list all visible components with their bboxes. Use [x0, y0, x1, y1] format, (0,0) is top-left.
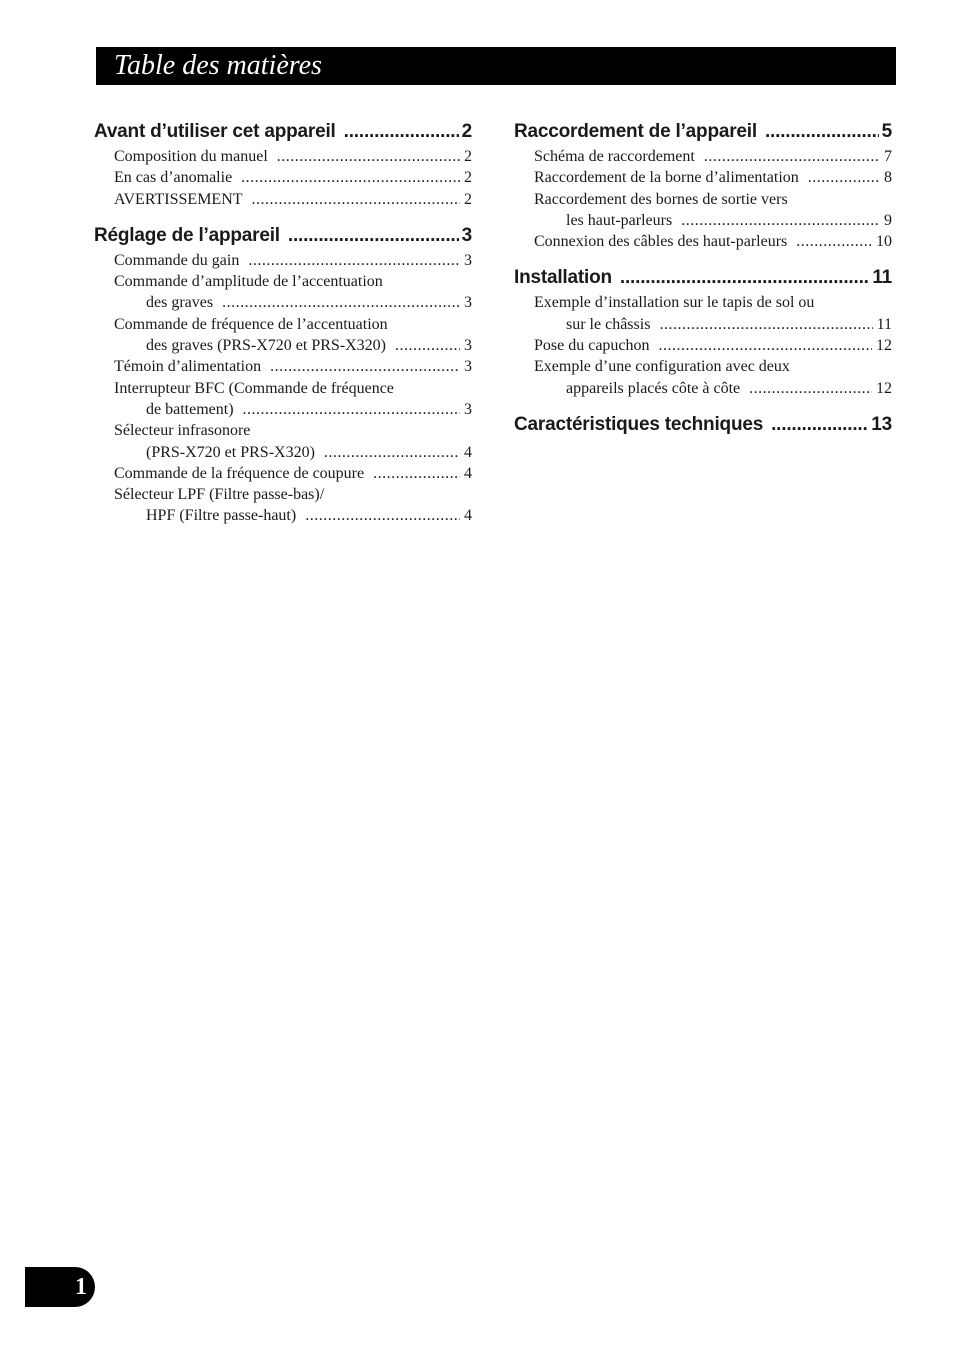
dot-leader — [620, 264, 869, 292]
toc-entry-label: HPF (Filtre passe-haut) — [146, 507, 297, 525]
toc-entry-label: Pose du capuchon — [534, 337, 650, 355]
dot-leader — [248, 250, 460, 271]
toc-entry-line — [114, 314, 472, 335]
dot-leader — [749, 378, 872, 399]
toc-entry-page-number: 9 — [884, 211, 892, 229]
toc-entry-line — [114, 378, 472, 399]
toc-entry-line — [114, 356, 472, 377]
toc-entry-page-number: 3 — [464, 294, 472, 312]
toc-entry-page-number: 4 — [464, 464, 472, 482]
page-number: 1 — [75, 1274, 87, 1300]
section-heading[interactable] — [94, 222, 472, 250]
section-heading-label: Réglage de l’appareil — [94, 224, 280, 246]
toc-entry-line — [566, 210, 892, 231]
dot-leader — [681, 210, 880, 231]
toc-entry-label: (PRS-X720 et PRS-X320) — [146, 443, 315, 461]
section-page-number: 2 — [461, 121, 472, 142]
page-title: Table des matières — [114, 50, 322, 81]
section-page-number: 11 — [872, 267, 892, 289]
toc-entry-label: Interrupteur BFC (Commande de fréquence — [114, 379, 394, 397]
toc-entry-line — [114, 420, 472, 441]
toc-entry-label: Sélecteur LPF (Filtre passe-bas)/ — [114, 486, 325, 504]
toc-entry-label: sur le châssis — [566, 315, 651, 333]
toc-entry[interactable] — [514, 356, 892, 399]
toc-entry[interactable] — [94, 146, 472, 167]
toc-entry-label: des graves — [146, 294, 214, 312]
toc-entry[interactable] — [94, 463, 472, 484]
toc-entry-page-number: 12 — [876, 337, 892, 355]
dot-leader — [270, 356, 460, 377]
dot-leader — [373, 463, 460, 484]
toc-entry-line — [114, 146, 472, 167]
toc-entry[interactable] — [514, 335, 892, 356]
dot-leader — [765, 118, 879, 146]
toc-entry[interactable] — [514, 146, 892, 167]
toc-entry-page-number: 4 — [464, 443, 472, 461]
section-heading[interactable] — [514, 411, 892, 439]
toc-entry-page-number: 3 — [464, 251, 472, 269]
dot-leader — [252, 189, 460, 210]
toc-entry-label: appareils placés côte à côte — [566, 379, 741, 397]
toc-entry-label: les haut-parleurs — [566, 211, 673, 229]
toc-entry-label: Sélecteur infrasonore — [114, 422, 251, 440]
toc-section-installation — [514, 264, 892, 398]
toc-entry-line — [114, 167, 472, 188]
toc-entry-page-number: 4 — [464, 507, 472, 525]
toc-entry-label: Commande du gain — [114, 251, 240, 269]
toc-entry-line — [566, 378, 892, 399]
toc-entry-line — [114, 189, 472, 210]
title-bar — [96, 47, 896, 85]
toc-entry-line — [566, 314, 892, 335]
toc-entry-line — [114, 463, 472, 484]
dot-leader — [704, 146, 880, 167]
toc-entry[interactable] — [94, 484, 472, 527]
section-heading-label: Avant d’utiliser cet appareil — [94, 121, 336, 142]
toc-entry[interactable] — [514, 167, 892, 188]
dot-leader — [796, 231, 872, 252]
toc-entry[interactable] — [94, 420, 472, 463]
toc-entry[interactable] — [94, 314, 472, 357]
section-heading-label: Caractéristiques techniques — [514, 413, 764, 435]
toc-entry-label: En cas d’anomalie — [114, 169, 233, 187]
toc-entry-page-number: 3 — [464, 400, 472, 418]
toc-entry[interactable] — [94, 378, 472, 421]
toc-entry-label: Raccordement de la borne d’alimentation — [534, 169, 799, 187]
toc-entry-label: Composition du manuel — [114, 148, 268, 165]
toc-left-column — [94, 118, 472, 539]
dot-leader — [305, 505, 460, 526]
dot-leader — [277, 146, 460, 167]
toc-entry-line — [534, 335, 892, 356]
toc-entry[interactable] — [514, 231, 892, 252]
toc-entry-line — [146, 399, 472, 420]
dot-leader — [222, 292, 460, 313]
toc-entry-label: Exemple d’une configuration avec deux — [534, 358, 790, 376]
dot-leader — [395, 335, 460, 356]
section-heading-label: Installation — [514, 267, 612, 289]
section-heading[interactable] — [94, 118, 472, 146]
toc-entry-line — [146, 292, 472, 313]
toc-right-column — [514, 118, 892, 451]
dot-leader — [241, 167, 460, 188]
toc-entry-line — [146, 335, 472, 356]
toc-entry-page-number: 3 — [464, 337, 472, 355]
toc-entry-line — [114, 271, 472, 292]
toc-entry-label: des graves (PRS-X720 et PRS-X320) — [146, 337, 386, 355]
section-heading-label: Raccordement de l’appareil — [514, 121, 757, 142]
dot-leader — [808, 167, 880, 188]
toc-entry[interactable] — [514, 189, 892, 232]
page-number-tab — [25, 1267, 95, 1307]
toc-entry-line — [534, 167, 892, 188]
toc-entry-label: Exemple d’installation sur le tapis de sol ou — [534, 294, 815, 312]
toc-entry-label: Schéma de raccordement — [534, 148, 695, 165]
section-page-number: 3 — [461, 224, 472, 246]
dot-leader — [324, 442, 460, 463]
toc-entry-label: Raccordement des bornes de sortie vers — [534, 190, 788, 208]
dot-leader — [344, 118, 459, 146]
toc-section-caracteristiques-techniques — [514, 411, 892, 439]
toc-entry[interactable] — [94, 271, 472, 314]
section-heading[interactable] — [514, 264, 892, 292]
toc-entry-page-number: 8 — [884, 169, 892, 187]
toc-entry-line — [146, 505, 472, 526]
toc-entry-page-number: 2 — [464, 190, 472, 208]
toc-entry[interactable] — [94, 167, 472, 188]
toc-entry[interactable] — [514, 292, 892, 335]
dot-leader — [288, 222, 459, 250]
toc-entry-page-number: 11 — [876, 315, 892, 333]
toc-entry[interactable] — [94, 189, 472, 210]
section-page-number: 5 — [881, 121, 892, 142]
toc-entry-page-number: 7 — [884, 148, 892, 165]
toc-entry-label: Connexion des câbles des haut-parleurs — [534, 233, 788, 251]
toc-entry-line — [534, 146, 892, 167]
toc-entry-label: Commande de la fréquence de coupure — [114, 464, 365, 482]
toc-entry-line — [146, 442, 472, 463]
toc-entry-page-number: 2 — [464, 169, 472, 187]
toc-section-reglage-de-l-appareil — [94, 222, 472, 527]
section-page-number: 13 — [871, 413, 892, 435]
toc-entry-label: AVERTISSEMENT — [114, 190, 243, 208]
toc-entry-line — [114, 250, 472, 271]
dot-leader — [659, 314, 872, 335]
toc-entry-page-number: 12 — [876, 379, 892, 397]
toc-entry-page-number: 3 — [464, 358, 472, 376]
toc-entry-label: Témoin d’alimentation — [114, 358, 262, 376]
dot-leader — [659, 335, 872, 356]
toc-entry-line — [534, 231, 892, 252]
dot-leader — [771, 411, 868, 439]
toc-entry-label: Commande d’amplitude de l’accentuation — [114, 273, 383, 291]
toc-entry-line — [534, 189, 892, 210]
toc-entry[interactable] — [94, 250, 472, 271]
toc-entry-page-number: 2 — [464, 148, 472, 165]
toc-entry-page-number: 10 — [876, 233, 892, 251]
toc-entry-label: Commande de fréquence de l’accentuation — [114, 315, 388, 333]
section-heading[interactable] — [514, 118, 892, 146]
dot-leader — [243, 399, 460, 420]
toc-section-avant-d-utiliser-cet-appareil — [94, 118, 472, 210]
toc-entry-line — [114, 484, 472, 505]
toc-entry-line — [534, 292, 892, 313]
toc-entry-line — [534, 356, 892, 377]
toc-section-raccordement-de-l-appareil — [514, 118, 892, 252]
toc-entry[interactable] — [94, 356, 472, 377]
toc-entry-label: de battement) — [146, 400, 234, 418]
